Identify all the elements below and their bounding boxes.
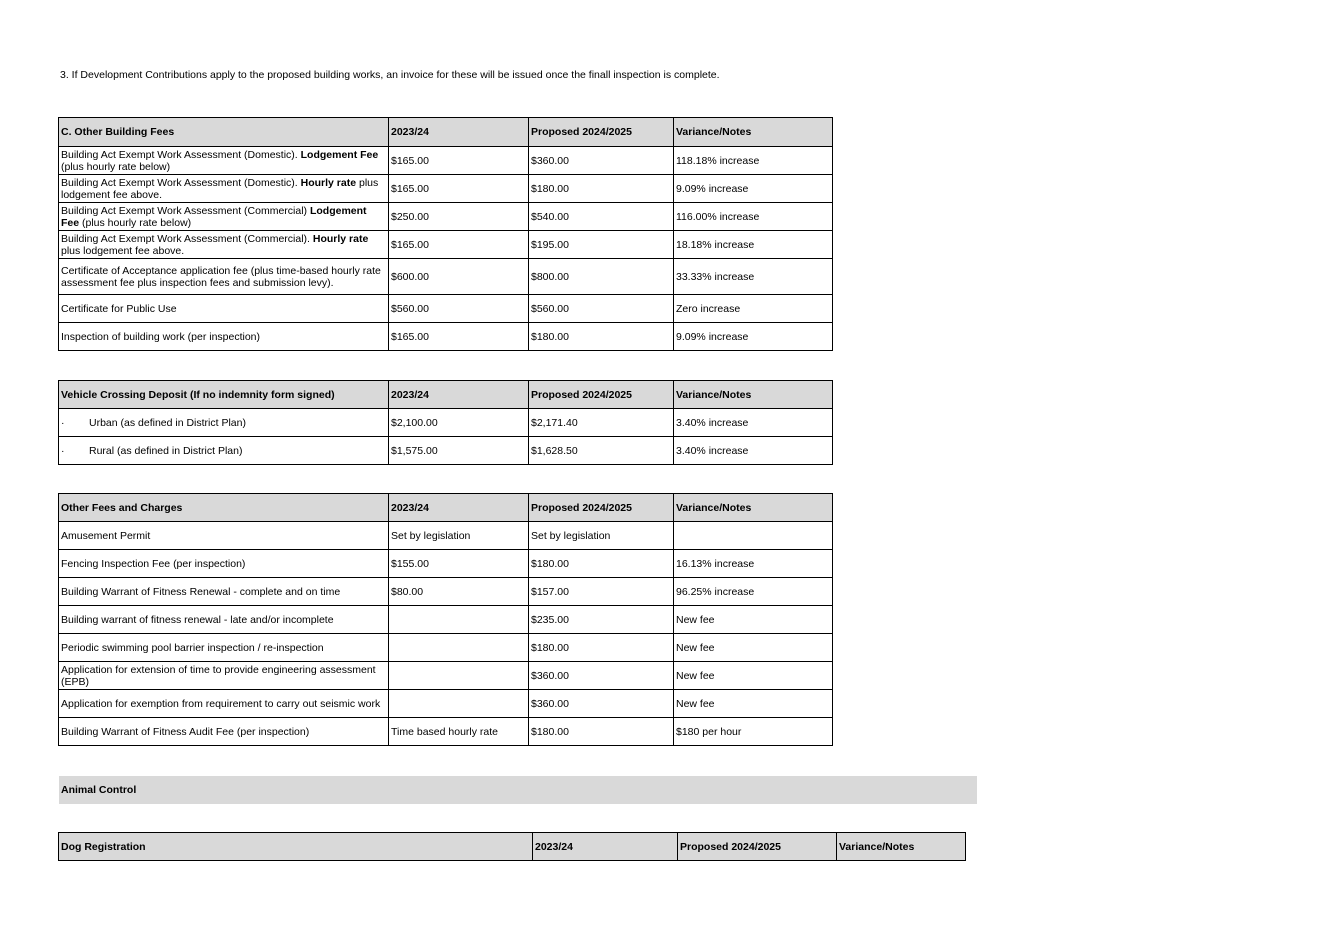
table-row <box>59 147 833 175</box>
fee-description: Certificate for Public Use <box>59 295 389 323</box>
vehicle-crossing-table <box>58 380 833 465</box>
header-cell: Proposed 2024/2025 <box>678 833 837 861</box>
fee-proposed: $360.00 <box>529 147 674 175</box>
fee-description: Building Warrant of Fitness Renewal - complete and on time <box>59 578 389 606</box>
fee-2023 <box>389 606 529 634</box>
table-header-row <box>59 494 833 522</box>
header-cell: 2023/24 <box>389 381 529 409</box>
table-row <box>59 578 833 606</box>
fee-variance: 118.18% increase <box>674 147 833 175</box>
table-row <box>59 606 833 634</box>
fee-description: Amusement Permit <box>59 522 389 550</box>
fee-description: Fencing Inspection Fee (per inspection) <box>59 550 389 578</box>
fee-2023: Time based hourly rate <box>389 718 529 746</box>
fee-variance: 9.09% increase <box>674 323 833 351</box>
fee-variance: 3.40% increase <box>674 437 833 465</box>
fee-2023: $165.00 <box>389 323 529 351</box>
fee-description: Certificate of Acceptance application fee (plus time-based hourly rate assessment fee plus inspection fees and submission levy). <box>59 259 389 295</box>
fee-2023: $2,100.00 <box>389 409 529 437</box>
fee-variance: 9.09% increase <box>674 175 833 203</box>
fee-proposed: $195.00 <box>529 231 674 259</box>
table-row <box>59 203 833 231</box>
header-cell: Dog Registration <box>59 833 533 861</box>
header-cell: Proposed 2024/2025 <box>529 118 674 147</box>
header-cell: Variance/Notes <box>674 494 833 522</box>
table-row <box>59 550 833 578</box>
fee-variance: 33.33% increase <box>674 259 833 295</box>
table-header-row <box>59 833 966 861</box>
table-row <box>59 259 833 295</box>
header-cell: Proposed 2024/2025 <box>529 381 674 409</box>
fee-variance: New fee <box>674 662 833 690</box>
fee-proposed: $180.00 <box>529 634 674 662</box>
header-cell: Proposed 2024/2025 <box>529 494 674 522</box>
bullet-icon: · <box>61 416 65 429</box>
fee-description: Building Warrant of Fitness Audit Fee (per inspection) <box>59 718 389 746</box>
fee-description: Periodic swimming pool barrier inspection / re-inspection <box>59 634 389 662</box>
header-cell: Variance/Notes <box>837 833 966 861</box>
fee-variance: 116.00% increase <box>674 203 833 231</box>
fee-variance: 18.18% increase <box>674 231 833 259</box>
fee-variance: $180 per hour <box>674 718 833 746</box>
table-row <box>59 437 833 465</box>
fee-proposed: $360.00 <box>529 690 674 718</box>
table-row <box>59 409 833 437</box>
table-row <box>59 323 833 351</box>
fee-description: Building Act Exempt Work Assessment (Domestic). Lodgement Fee (plus hourly rate below) <box>59 147 389 175</box>
fee-proposed: $235.00 <box>529 606 674 634</box>
fee-description: Building Act Exempt Work Assessment (Commercial). Hourly rate plus lodgement fee above. <box>59 231 389 259</box>
fee-2023: $1,575.00 <box>389 437 529 465</box>
fee-2023 <box>389 634 529 662</box>
fee-description: · Urban (as defined in District Plan) <box>59 409 389 437</box>
fee-2023: $560.00 <box>389 295 529 323</box>
fee-variance <box>674 522 833 550</box>
fee-proposed: $180.00 <box>529 550 674 578</box>
fee-2023: $80.00 <box>389 578 529 606</box>
fee-proposed: $540.00 <box>529 203 674 231</box>
table-header-row <box>59 381 833 409</box>
fee-2023: $165.00 <box>389 231 529 259</box>
table-row <box>59 231 833 259</box>
table-row <box>59 634 833 662</box>
fee-2023: $165.00 <box>389 147 529 175</box>
fee-description: Building Act Exempt Work Assessment (Commercial) Lodgement Fee (plus hourly rate below) <box>59 203 389 231</box>
fee-proposed: $180.00 <box>529 323 674 351</box>
fee-2023: $165.00 <box>389 175 529 203</box>
fee-proposed: $560.00 <box>529 295 674 323</box>
fee-description: Building Act Exempt Work Assessment (Domestic). Hourly rate plus lodgement fee above. <box>59 175 389 203</box>
fee-proposed: $157.00 <box>529 578 674 606</box>
header-cell: Variance/Notes <box>674 381 833 409</box>
table-row <box>59 295 833 323</box>
fee-variance: New fee <box>674 606 833 634</box>
fee-proposed: $360.00 <box>529 662 674 690</box>
fee-proposed: $180.00 <box>529 175 674 203</box>
header-cell: 2023/24 <box>533 833 678 861</box>
fee-description: Application for exemption from requirement to carry out seismic work <box>59 690 389 718</box>
table-row <box>59 718 833 746</box>
fee-proposed: $1,628.50 <box>529 437 674 465</box>
other-fees-table <box>58 493 833 746</box>
fee-proposed: $800.00 <box>529 259 674 295</box>
fee-2023: Set by legislation <box>389 522 529 550</box>
header-cell: 2023/24 <box>389 118 529 147</box>
fee-variance: New fee <box>674 690 833 718</box>
table-row <box>59 522 833 550</box>
fee-proposed: $2,171.40 <box>529 409 674 437</box>
fee-variance: 3.40% increase <box>674 409 833 437</box>
fee-2023 <box>389 662 529 690</box>
table-row <box>59 175 833 203</box>
fee-variance: New fee <box>674 634 833 662</box>
fee-variance: Zero increase <box>674 295 833 323</box>
header-cell: Variance/Notes <box>674 118 833 147</box>
fee-2023: $600.00 <box>389 259 529 295</box>
fee-description: Application for extension of time to provide engineering assessment (EPB) <box>59 662 389 690</box>
fee-proposed: $180.00 <box>529 718 674 746</box>
bullet-icon: · <box>61 444 65 457</box>
table-header-row <box>59 118 833 147</box>
table-row <box>59 690 833 718</box>
header-cell: C. Other Building Fees <box>59 118 389 147</box>
development-contributions-note: 3. If Development Contributions apply to the proposed building works, an invoice for these will be issued once the finall inspection is complete. <box>60 69 720 81</box>
fee-variance: 96.25% increase <box>674 578 833 606</box>
fee-2023 <box>389 690 529 718</box>
header-cell: Other Fees and Charges <box>59 494 389 522</box>
fee-2023: $155.00 <box>389 550 529 578</box>
animal-control-heading: Animal Control <box>59 776 977 804</box>
dog-registration-table <box>58 832 966 861</box>
fee-proposed: Set by legislation <box>529 522 674 550</box>
fee-description: Inspection of building work (per inspection) <box>59 323 389 351</box>
fee-variance: 16.13% increase <box>674 550 833 578</box>
header-cell: 2023/24 <box>389 494 529 522</box>
fee-description: · Rural (as defined in District Plan) <box>59 437 389 465</box>
other-building-fees-table <box>58 117 833 351</box>
fee-2023: $250.00 <box>389 203 529 231</box>
fee-description: Building warrant of fitness renewal - late and/or incomplete <box>59 606 389 634</box>
header-cell: Vehicle Crossing Deposit (If no indemnity form signed) <box>59 381 389 409</box>
table-row <box>59 662 833 690</box>
